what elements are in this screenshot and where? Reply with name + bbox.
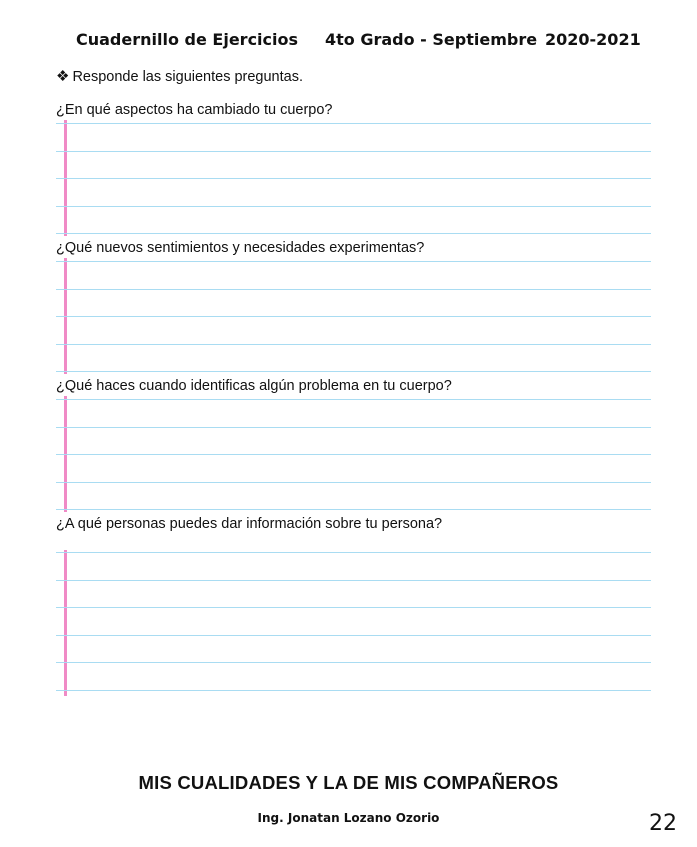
ruled-line [56, 289, 651, 290]
ruled-line [56, 482, 651, 483]
ruled-line [56, 427, 651, 428]
margin-line [64, 550, 67, 696]
ruled-line [56, 580, 651, 581]
ruled-line [56, 123, 651, 124]
ruled-line [56, 635, 651, 636]
ruled-line [56, 206, 651, 207]
ruled-line [56, 316, 651, 317]
ruled-line [56, 662, 651, 663]
ruled-line [56, 552, 651, 553]
page-header [0, 30, 697, 52]
ruled-line [56, 233, 651, 234]
booklet-title: Cuadernillo de Ejercicios [76, 30, 299, 49]
ruled-line [56, 371, 651, 372]
ruled-line [56, 607, 651, 608]
ruled-line [56, 509, 651, 510]
ruled-line [56, 151, 651, 152]
ruled-line [56, 399, 651, 400]
instruction [56, 67, 303, 85]
instruction-text: Responde las siguientes preguntas. [72, 69, 303, 85]
ruled-line [56, 690, 651, 691]
author-name: Ing. Jonatan Lozano Ozorio [257, 811, 440, 825]
question-3: ¿Qué haces cuando identificas algún problema en tu cuerpo? [56, 378, 452, 394]
section-title: MIS CUALIDADES Y LA DE MIS COMPAÑEROS [138, 772, 559, 793]
ruled-line [56, 178, 651, 179]
ruled-line [56, 344, 651, 345]
school-year: 2020-2021 [545, 30, 641, 49]
ruled-line [56, 454, 651, 455]
ruled-line [56, 261, 651, 262]
grade-month: 4to Grado - Septiembre [325, 30, 538, 49]
question-2: ¿Qué nuevos sentimientos y necesidades experimentas? [56, 240, 425, 256]
diamond-bullet-icon: ❖ [56, 68, 70, 85]
page-number: 22 [649, 811, 677, 836]
question-1: ¿En qué aspectos ha cambiado tu cuerpo? [56, 102, 333, 118]
question-4: ¿A qué personas puedes dar información sobre tu persona? [56, 516, 443, 532]
